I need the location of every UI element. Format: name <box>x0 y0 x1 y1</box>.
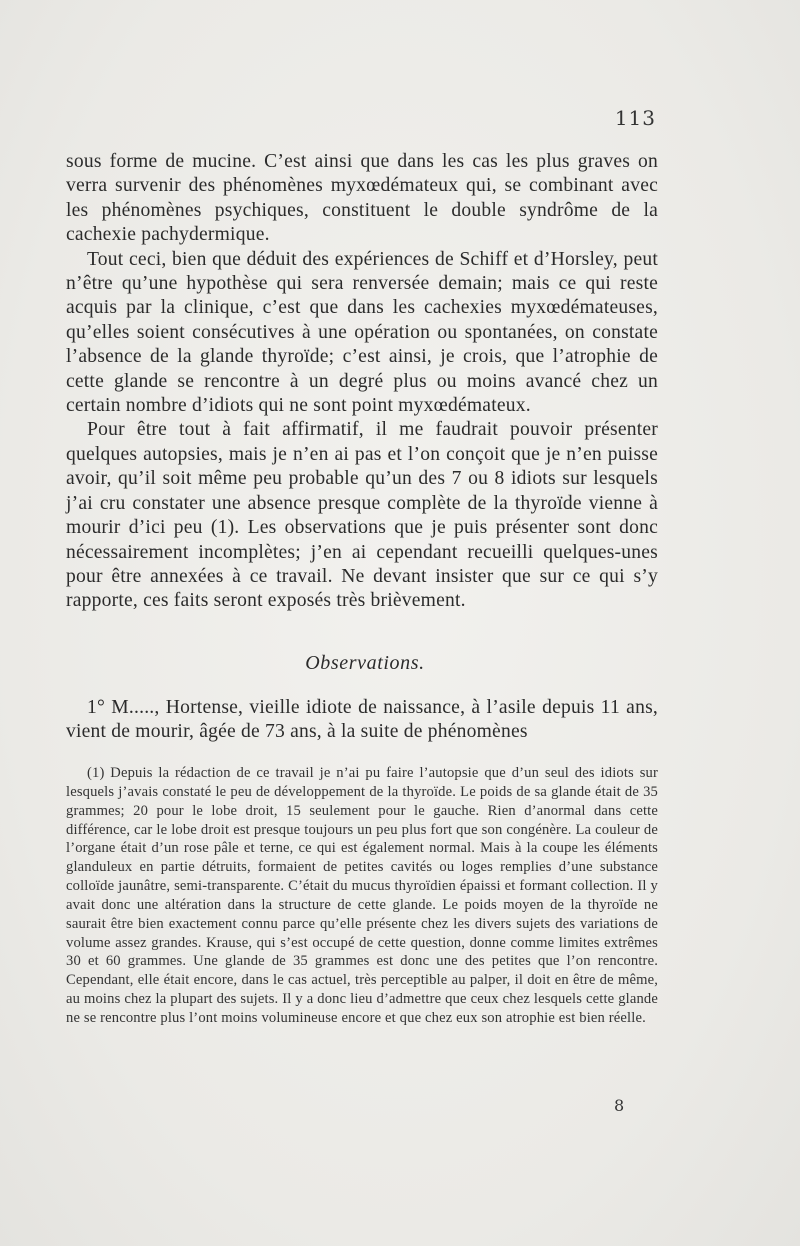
paragraph-2: Tout ceci, bien que déduit des expériences de Schiff et d’Horsley, peut n’être qu’une hypothèse qui sera renversée demain; mais ce qui reste acquis par la clinique, c’est que dans les cachexies myxœdémateuses, qu’elles soient consécutives à une opération ou spontanées, on constate l’absence de la glande thyroïde; c’est ainsi, je crois, que l’atrophie de cette glande se rencontre à un degré plus ou moins avancé chez un certain nombre d’idiots qui ne sont point myxœdémateux. <box>66 248 658 417</box>
observation-1: 1° M....., Hortense, vieille idiote de naissance, à l’asile depuis 11 ans, vient de mourir, âgée de 73 ans, à la suite de phénomènes <box>66 697 658 743</box>
page-number: 113 <box>614 106 656 130</box>
paragraph-1: sous forme de mucine. C’est ainsi que dans les cas les plus graves on verra survenir des phénomènes myxœdémateux qui, se combinant avec les phénomènes psychiques, constituent le double syndrôme de la cachexie pachydermique. <box>66 151 658 246</box>
section-heading: Observations. <box>305 652 425 674</box>
footnote: (1) Depuis la rédaction de ce travail je n’ai pu faire l’autopsie que d’un seul des idiots sur lesquels j’avais constaté le peu de développement de la thyroïde. Le poids de sa glande était de 35 grammes; 20 pour le lobe droit, 15 seulement pour le gauche. Rien d’anormal dans cette différence, car le lobe droit est presque toujours un peu plus fort que son congénère. La couleur de l’organe était d’un rose pâle et terne, ce qui est également normal. Mais à la coupe les éléments glanduleux en partie détruits, formaient de petites cavités ou loges remplies d’une substance colloïde jaunâtre, semi-transparente. C’était du mucus thyroïdien épaissi et formant collection. Il y avait donc une altération dans la structure de cette glande. Le poids moyen de la thyroïde ne saurait être bien exactement connu parce qu’elle présente chez les divers sujets des variations de volume assez grandes. Krause, qui s’est occupé de cette question, donne comme limites extrêmes 30 et 60 grammes. Une glande de 35 grammes est donc une des petites que l’on rencontre. Cependant, elle était encore, dans le cas actuel, très perceptible au palper, il doit en être de même, au moins chez la plupart des sujets. Il y a donc lieu d’admettre que ceux chez lesquels cette glande ne se rencontre plus l’ont moins volumineuse encore et que chez eux son atrophie est bien réelle. <box>66 765 658 1026</box>
signature-mark: 8 <box>614 1096 625 1115</box>
main-text <box>66 150 658 614</box>
paragraph-3: Pour être tout à fait affirmatif, il me faudrait pouvoir présenter quelques autopsies, mais je n’en ai pas et l’on conçoit que je n’en puisse avoir, qu’il soit même peu probable qu’un des 7 ou 8 idiots sur lesquels j’ai cru constater une absence presque complète de la thyroïde vienne à mourir d’ici peu (1). Les observations que je puis présenter sont donc nécessairement incomplètes; j’en ai cependant recueilli quelques-unes pour être annexées à ce travail. Ne devant insister que sur ce qui s’y rapporte, ces faits seront exposés très brièvement. <box>66 419 658 612</box>
